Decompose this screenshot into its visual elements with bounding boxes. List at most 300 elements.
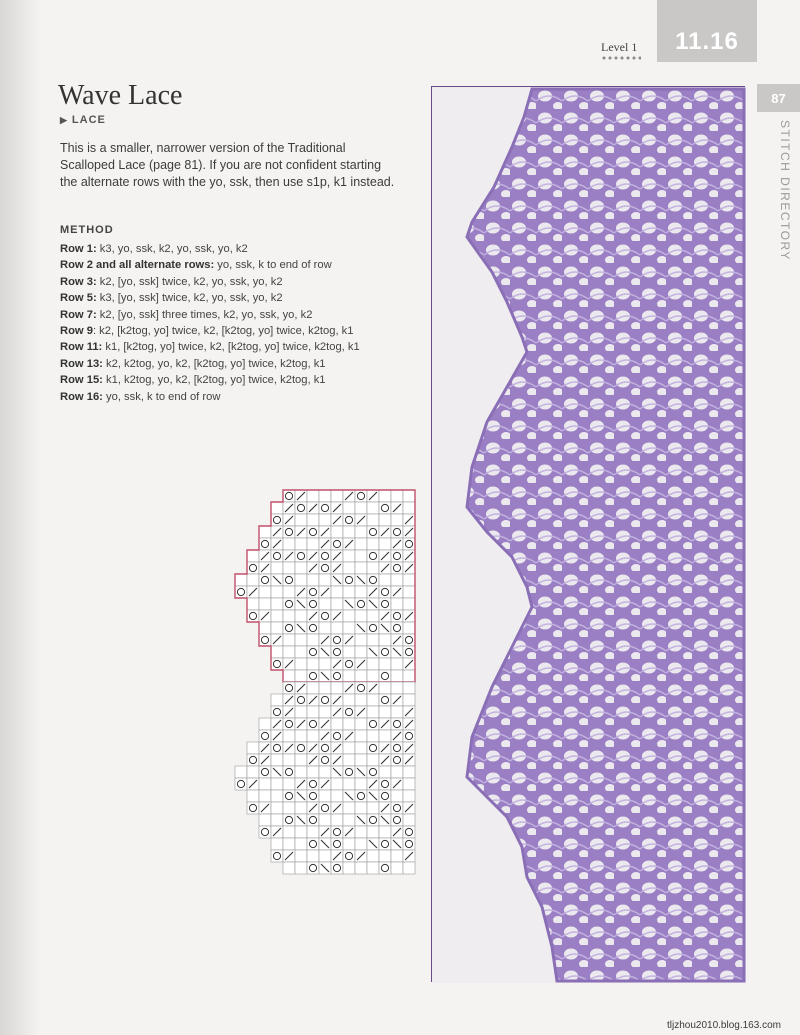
- chart-cell: [295, 562, 307, 574]
- chart-cell: [367, 514, 379, 526]
- chart-cell: [403, 862, 415, 874]
- row-instruction: k2, [yo, ssk] twice, k2, yo, ssk, yo, k2: [96, 275, 283, 288]
- row-label: Row 3:: [60, 275, 97, 288]
- chart-cell: [355, 802, 367, 814]
- chart-cell: [271, 802, 283, 814]
- chart-cell: [247, 562, 259, 574]
- chart-cell: [367, 850, 379, 862]
- chart-cell: [283, 610, 295, 622]
- chart-cell: [343, 670, 355, 682]
- chart-cell: [235, 766, 247, 778]
- chart-cell: [283, 682, 295, 694]
- chart-cell: [343, 574, 355, 586]
- chart-cell: [271, 514, 283, 526]
- chart-cell: [331, 586, 343, 598]
- chart-cell: [391, 718, 403, 730]
- chart-cell: [391, 670, 403, 682]
- chart-cell: [355, 718, 367, 730]
- chart-cell: [343, 526, 355, 538]
- chart-cell: [355, 694, 367, 706]
- chart-cell: [355, 682, 367, 694]
- chart-cell: [259, 538, 271, 550]
- chart-cell: [343, 622, 355, 634]
- chart-cell: [403, 574, 415, 586]
- chart-cell: [283, 622, 295, 634]
- chart-cell: [271, 598, 283, 610]
- chart-cell: [379, 862, 391, 874]
- chart-cell: [271, 706, 283, 718]
- chart-cell: [283, 754, 295, 766]
- chart-cell: [319, 754, 331, 766]
- chart-cell: [343, 514, 355, 526]
- method-heading: METHOD: [60, 224, 114, 236]
- chart-cell: [331, 490, 343, 502]
- chart-cell: [403, 502, 415, 514]
- row-instruction: yo, ssk, k to end of row: [214, 259, 332, 272]
- chart-cell: [391, 550, 403, 562]
- chart-cell: [403, 670, 415, 682]
- chart-cell: [307, 514, 319, 526]
- chart-cell: [379, 838, 391, 850]
- chart-cell: [319, 694, 331, 706]
- chart-cell: [403, 694, 415, 706]
- chart-cell: [343, 766, 355, 778]
- chart-cell: [403, 766, 415, 778]
- chart-cell: [391, 622, 403, 634]
- chart-cell: [379, 586, 391, 598]
- pattern-description: This is a smaller, narrower version of the Traditional Scalloped Lace (page 81). If you are not confident starting the alternate rows with the yo, ssk, then use s1p, k1 instead.: [60, 141, 395, 189]
- chart-cell: [403, 826, 415, 838]
- pattern-title: Wave Lace: [58, 80, 183, 111]
- chart-cell: [319, 574, 331, 586]
- chart-cell: [367, 766, 379, 778]
- chart-cell: [259, 574, 271, 586]
- chart-cell: [247, 550, 259, 562]
- chart-cell: [343, 610, 355, 622]
- chart-cell: [367, 826, 379, 838]
- chart-cell: [391, 862, 403, 874]
- chart-cell: [259, 586, 271, 598]
- chart-cell: [391, 766, 403, 778]
- chart-cell: [319, 658, 331, 670]
- chart-cell: [271, 550, 283, 562]
- chart-cell: [307, 730, 319, 742]
- chart-cell: [271, 694, 283, 706]
- chart-cell: [367, 706, 379, 718]
- chart-cell: [259, 766, 271, 778]
- chart-cell: [391, 598, 403, 610]
- chart-cell: [307, 646, 319, 658]
- chart-cell: [391, 754, 403, 766]
- chart-cell: [355, 790, 367, 802]
- chart-cell: [319, 814, 331, 826]
- chart-cell: [283, 766, 295, 778]
- chart-cell: [331, 598, 343, 610]
- chart-cell: [307, 862, 319, 874]
- chart-cell: [259, 730, 271, 742]
- chart-cell: [343, 694, 355, 706]
- row-label: Row 15:: [60, 374, 103, 387]
- chart-cell: [379, 766, 391, 778]
- row-instruction: k1, [k2tog, yo] twice, k2, [k2tog, yo] twice, k2tog, k1: [102, 341, 360, 354]
- chart-cell: [283, 862, 295, 874]
- chart-cell: [319, 682, 331, 694]
- chart-cell: [367, 802, 379, 814]
- chart-cell: [271, 850, 283, 862]
- chart-cell: [331, 826, 343, 838]
- chart-cell: [343, 706, 355, 718]
- chart-cell: [307, 586, 319, 598]
- chart-cell: [307, 838, 319, 850]
- chart-cell: [295, 706, 307, 718]
- chart-cell: [355, 610, 367, 622]
- chart-cell: [355, 838, 367, 850]
- chart-cell: [283, 646, 295, 658]
- page-number: 87: [757, 84, 800, 112]
- chart-cell: [319, 766, 331, 778]
- chart-cell: [343, 502, 355, 514]
- chart-cell: [307, 658, 319, 670]
- chart-cell: [295, 550, 307, 562]
- chart-cell: [271, 646, 283, 658]
- chart-cell: [319, 550, 331, 562]
- chart-cell: [403, 622, 415, 634]
- chart-cell: [367, 526, 379, 538]
- chart-cell: [319, 598, 331, 610]
- chart-cell: [379, 490, 391, 502]
- chart-cell: [271, 502, 283, 514]
- chart-cell: [379, 658, 391, 670]
- chart-cell: [403, 586, 415, 598]
- chart-cell: [403, 598, 415, 610]
- row-instruction: : k2, [k2tog, yo] twice, k2, [k2tog, yo] twice, k2tog, k1: [92, 325, 354, 338]
- chart-cell: [343, 646, 355, 658]
- chart-cell: [403, 682, 415, 694]
- chart-cell: [367, 694, 379, 706]
- chart-cell: [391, 490, 403, 502]
- chart-cell: [295, 694, 307, 706]
- chart-cell: [367, 754, 379, 766]
- chart-cell: [247, 742, 259, 754]
- chart-cell: [379, 730, 391, 742]
- chart-cell: [403, 634, 415, 646]
- chart-cell: [355, 550, 367, 562]
- chart-cell: [331, 634, 343, 646]
- chart-cell: [367, 862, 379, 874]
- chart-cell: [379, 850, 391, 862]
- row-instruction: k1, k2tog, yo, k2, [k2tog, yo] twice, k2tog, k1: [102, 374, 326, 387]
- chart-cell: [367, 538, 379, 550]
- chart-cell: [379, 826, 391, 838]
- chart-cell: [307, 706, 319, 718]
- chart-cell: [259, 778, 271, 790]
- chart-cell: [247, 598, 259, 610]
- chart-cell: [355, 490, 367, 502]
- chart-cell: [319, 502, 331, 514]
- row-label: Row 2 and all alternate rows:: [60, 259, 215, 272]
- chart-cell: [367, 562, 379, 574]
- chart-cell: [319, 562, 331, 574]
- chart-cell: [379, 598, 391, 610]
- chart-cell: [367, 730, 379, 742]
- chart-cell: [259, 826, 271, 838]
- chart-cell: [403, 778, 415, 790]
- chart-cell: [259, 718, 271, 730]
- chart-cell: [307, 526, 319, 538]
- chart-cell: [271, 838, 283, 850]
- chart-cell: [367, 634, 379, 646]
- chart-cell: [355, 826, 367, 838]
- chart-cell: [331, 622, 343, 634]
- chart-cell: [295, 610, 307, 622]
- chart-cell: [307, 850, 319, 862]
- row-instruction: k2, k2tog, yo, k2, [k2tog, yo] twice, k2tog, k1: [102, 357, 326, 370]
- chart-cell: [283, 778, 295, 790]
- chart-cell: [391, 814, 403, 826]
- row-label: Row 9: [60, 325, 93, 338]
- chart-cell: [295, 538, 307, 550]
- chart-cell: [391, 682, 403, 694]
- chart-cell: [283, 526, 295, 538]
- category-label: LACE: [71, 114, 106, 126]
- pattern-code-tab: 11.16: [657, 0, 757, 62]
- chart-cell: [355, 502, 367, 514]
- chart-cell: [403, 490, 415, 502]
- chart-cell: [391, 706, 403, 718]
- chart-cell: [331, 526, 343, 538]
- chart-cell: [295, 766, 307, 778]
- chart-cell: [295, 634, 307, 646]
- chart-cell: [283, 538, 295, 550]
- chart-cell: [247, 574, 259, 586]
- chart-cell: [295, 670, 307, 682]
- chart-cell: [391, 610, 403, 622]
- chart-cell: [283, 634, 295, 646]
- chart-cell: [355, 862, 367, 874]
- chart-cell: [283, 670, 295, 682]
- chart-cell: [367, 574, 379, 586]
- chart-cell: [379, 694, 391, 706]
- chart-cell: [331, 718, 343, 730]
- chart-cell: [271, 778, 283, 790]
- chart-cell: [307, 814, 319, 826]
- chart-cell: [283, 598, 295, 610]
- chart-cell: [271, 742, 283, 754]
- chart-cell: [355, 742, 367, 754]
- chart-cell: [331, 682, 343, 694]
- level-label: Level 1: [601, 40, 638, 54]
- chart-cell: [307, 778, 319, 790]
- chart-cell: [235, 574, 247, 586]
- chart-cell: [391, 802, 403, 814]
- chart-cell: [295, 850, 307, 862]
- chart-cell: [271, 562, 283, 574]
- chart-cell: [379, 574, 391, 586]
- chart-cell: [379, 706, 391, 718]
- chart-cell: [295, 574, 307, 586]
- chart-cell: [391, 514, 403, 526]
- chart-cell: [283, 586, 295, 598]
- chart-cell: [355, 586, 367, 598]
- chart-cell: [271, 754, 283, 766]
- chart-cell: [343, 586, 355, 598]
- chart-cell: [319, 514, 331, 526]
- chart-cell: [331, 778, 343, 790]
- chart-cell: [247, 754, 259, 766]
- chart-cell: [391, 526, 403, 538]
- chart-cell: [235, 778, 247, 790]
- chart-cell: [355, 778, 367, 790]
- chart-cell: [391, 850, 403, 862]
- chart-cell: [283, 838, 295, 850]
- watermark-text: tljzhou2010.blog.163.com: [667, 1020, 781, 1031]
- chart-cell: [295, 514, 307, 526]
- chart-cell: [283, 490, 295, 502]
- chart-cell: [367, 718, 379, 730]
- chart-cell: [343, 742, 355, 754]
- chart-cell: [271, 814, 283, 826]
- chart-cell: [307, 682, 319, 694]
- chart-cell: [355, 598, 367, 610]
- chart-cell: [307, 718, 319, 730]
- chart-cell: [307, 574, 319, 586]
- chart-cell: [343, 658, 355, 670]
- chart-cell: [391, 574, 403, 586]
- chart-cell: [331, 646, 343, 658]
- chart-cell: [343, 802, 355, 814]
- triangle-right-icon: ▶: [60, 115, 68, 125]
- chart-cell: [331, 838, 343, 850]
- chart-cell: [367, 658, 379, 670]
- chart-cell: [379, 538, 391, 550]
- chart-cell: [319, 850, 331, 862]
- chart-cell: [307, 598, 319, 610]
- chart-cell: [295, 730, 307, 742]
- chart-cell: [247, 802, 259, 814]
- chart-cell: [319, 622, 331, 634]
- chart-cell: [319, 742, 331, 754]
- chart-cell: [343, 778, 355, 790]
- chart-cell: [403, 646, 415, 658]
- chart-cell: [343, 838, 355, 850]
- chart-cell: [355, 670, 367, 682]
- chart-cell: [391, 562, 403, 574]
- chart-cell: [355, 634, 367, 646]
- chart-cell: [283, 718, 295, 730]
- row-instruction: k3, yo, ssk, k2, yo, ssk, yo, k2: [96, 243, 248, 255]
- chart-cell: [367, 622, 379, 634]
- chart-cell: [283, 730, 295, 742]
- chart-cell: [343, 754, 355, 766]
- chart-cell: [379, 634, 391, 646]
- chart-cell: [295, 802, 307, 814]
- lace-photo-image: [432, 87, 746, 983]
- row-label: Row 5:: [60, 292, 97, 305]
- chart-cell: [379, 514, 391, 526]
- chart-cell: [367, 742, 379, 754]
- chart-cell: [259, 814, 271, 826]
- chart-cell: [391, 658, 403, 670]
- chart-cell: [403, 538, 415, 550]
- chart-cell: [319, 802, 331, 814]
- chart-cell: [295, 862, 307, 874]
- chart-cell: [259, 790, 271, 802]
- chart-cell: [319, 490, 331, 502]
- chart-cell: [331, 730, 343, 742]
- chart-cell: [283, 790, 295, 802]
- chart-cell: [259, 622, 271, 634]
- chart-cell: [307, 622, 319, 634]
- chart-cell: [355, 730, 367, 742]
- row-instruction: k3, [yo, ssk] twice, k2, yo, ssk, yo, k2: [96, 292, 283, 305]
- chart-cell: [247, 766, 259, 778]
- chart-cell: [319, 706, 331, 718]
- chart-cell: [331, 862, 343, 874]
- chart-cell: [403, 790, 415, 802]
- chart-cell: [319, 610, 331, 622]
- chart-cell: [379, 502, 391, 514]
- row-label: Row 11:: [60, 341, 103, 354]
- chart-cell: [403, 814, 415, 826]
- chart-cell: [355, 562, 367, 574]
- chart-cell: [295, 754, 307, 766]
- chart-cell: [283, 562, 295, 574]
- chart-cell: [355, 526, 367, 538]
- chart-cell: [283, 802, 295, 814]
- chart-cell: [355, 754, 367, 766]
- chart-cell: [343, 850, 355, 862]
- chart-cell: [295, 502, 307, 514]
- chart-cell: [343, 562, 355, 574]
- chart-cell: [271, 622, 283, 634]
- chart-cell: [295, 838, 307, 850]
- chart-cell: [259, 634, 271, 646]
- chart-cell: [403, 838, 415, 850]
- row-instruction: k2, [yo, ssk] three times, k2, yo, ssk, yo, k2: [96, 308, 313, 321]
- lace-photo: [431, 86, 745, 982]
- row-label: Row 1:: [60, 243, 97, 255]
- chart-cell: [307, 634, 319, 646]
- chart-cell: [235, 586, 247, 598]
- chart-cell: [343, 814, 355, 826]
- chart-cell: [343, 862, 355, 874]
- chart-cell: [283, 826, 295, 838]
- chart-cell: [307, 826, 319, 838]
- chart-cell: [391, 790, 403, 802]
- chart-cell: [343, 718, 355, 730]
- chart-cell: [379, 778, 391, 790]
- chart-cell: [367, 610, 379, 622]
- section-label: STITCH DIRECTORY: [778, 120, 792, 261]
- chart-cell: [367, 502, 379, 514]
- chart-cell: [295, 646, 307, 658]
- chart-cell: [403, 730, 415, 742]
- row-instruction: yo, ssk, k to end of row: [102, 390, 221, 403]
- chart-cell: [379, 682, 391, 694]
- chart-cell: [391, 742, 403, 754]
- row-label: Row 16:: [60, 390, 103, 403]
- chart-cell: [307, 670, 319, 682]
- chart-cell: [307, 490, 319, 502]
- chart-cell: [367, 670, 379, 682]
- chart-cell: [295, 826, 307, 838]
- chart-cell: [355, 538, 367, 550]
- chart-cell: [307, 538, 319, 550]
- chart-cell: [331, 538, 343, 550]
- chart-cell: [307, 766, 319, 778]
- chart-cell: [367, 550, 379, 562]
- chart-cell: [259, 526, 271, 538]
